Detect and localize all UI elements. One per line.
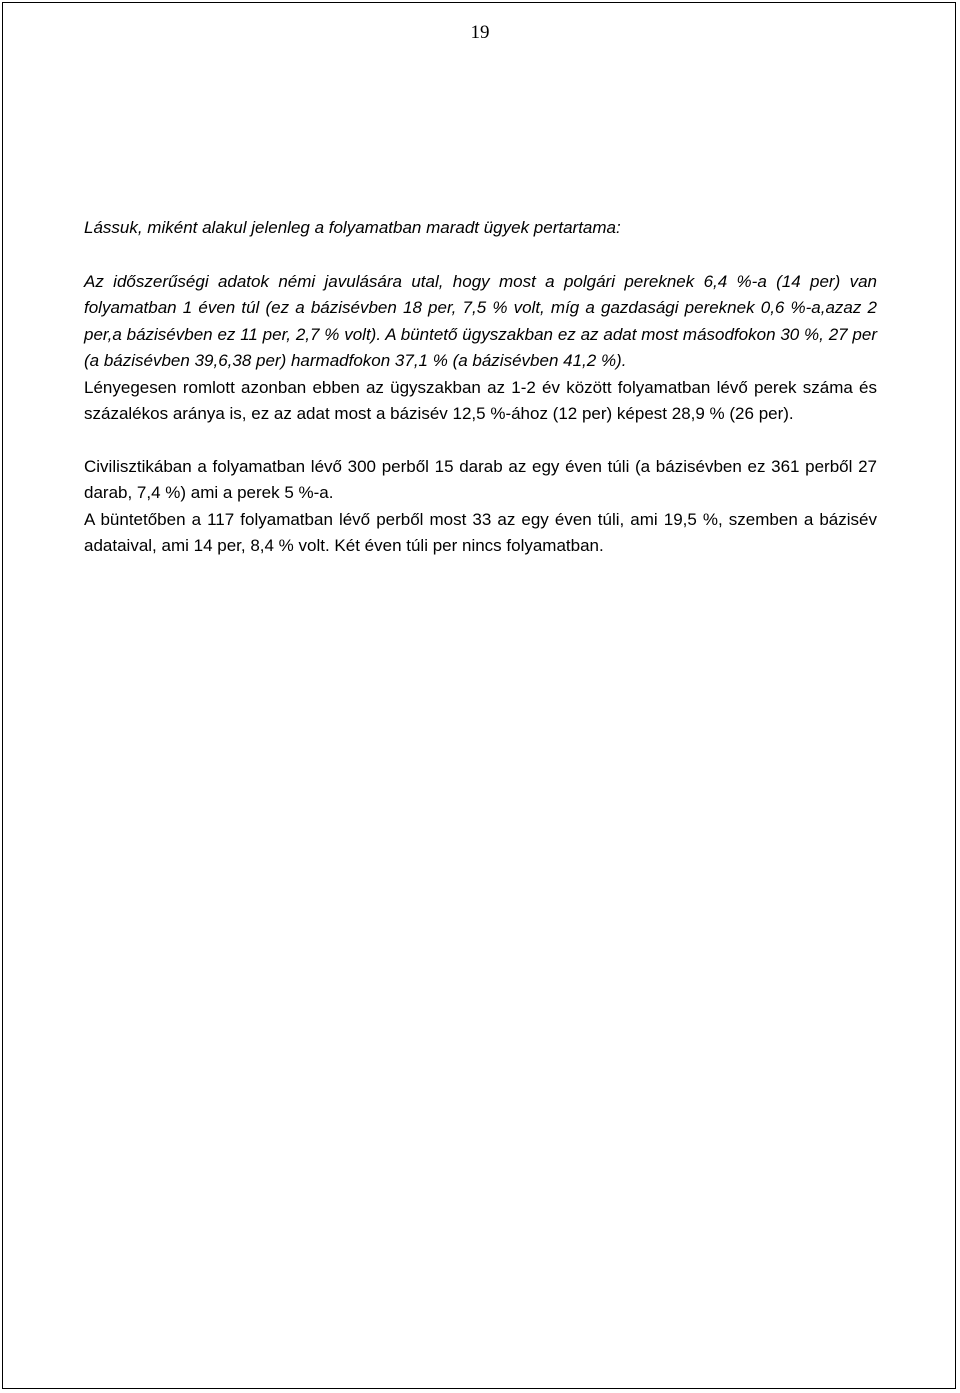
paragraph-criminal: A büntetőben a 117 folyamatban lévő perből most 33 az egy éven túli, ami 19,5 %, szemben a bázisév adataival, ami 14 per, 8,4 % volt. Két éven túli per nincs folyamatban. — [84, 509, 877, 555]
paragraph-deterioration: Lényegesen romlott azonban ebben az ügyszakban az 1-2 év között folyamatban lévő perek száma és százalékos aránya is, ez az adat most a bázisév 12,5 %-ához (12 per) képest 28,9 % (26 per). — [84, 377, 877, 423]
paragraph-civil: Civilisztikában a folyamatban lévő 300 perből 15 darab az egy éven túli (a bázisévben ez 361 perből 27 darab, 7,4 %) ami a perek 5 %-a. — [84, 456, 877, 502]
page-number: 19 — [470, 22, 490, 43]
page-border — [2, 2, 956, 1389]
section-heading: Lássuk, miként alakul jelenleg a folyamatban maradt ügyek pertartama: — [84, 218, 621, 237]
document-body — [84, 215, 877, 560]
paragraph-timeliness: Az időszerűségi adatok némi javulására utal, hogy most a polgári pereknek 6,4 %-a (14 per) van folyamatban 1 éven túl (ez a bázisévben 18 per, 7,5 % volt, míg a gazdasági pereknek 0,6 %-a,azaz 2 per,a bázisévben ez 11 per, 2,7 % volt). A büntető ügyszakban ez az adat most másodfokon 30 %, 27 per (a bázisévben 39,6,38 per) harmadfokon 37,1 % (a bázisévben 41,2 %). — [84, 271, 877, 370]
